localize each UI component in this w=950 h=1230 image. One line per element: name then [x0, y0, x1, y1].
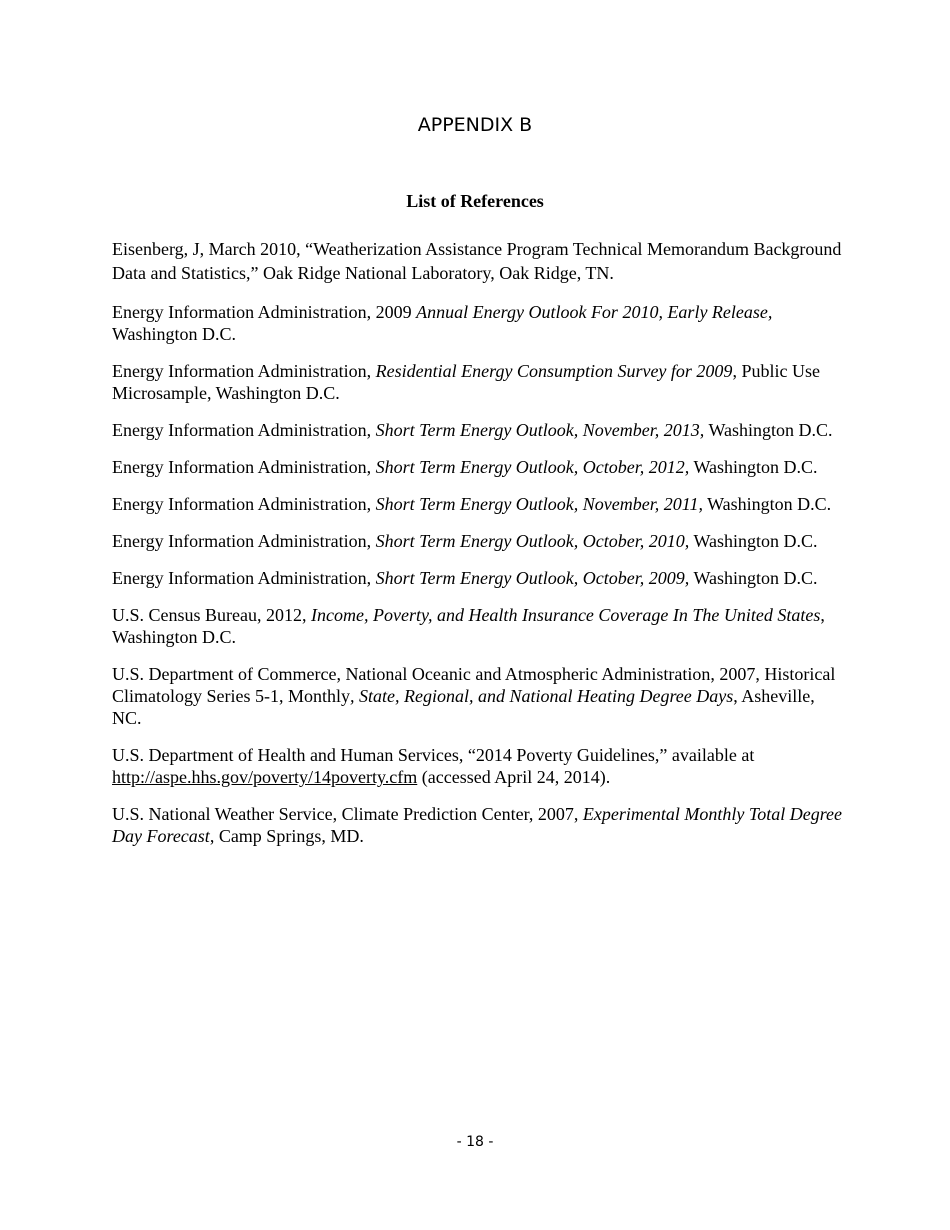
reference-text: Energy Information Administration,	[112, 494, 376, 514]
reference-title: Short Term Energy Outlook, October, 2010,	[375, 531, 690, 551]
reference-title: Income, Poverty, and Health Insurance Coverage In The United States	[311, 605, 821, 625]
reference-text: Energy Information Administration, 2009	[112, 302, 417, 322]
reference-text-tail: Washington D.C.	[689, 531, 818, 551]
reference-item	[112, 803, 842, 847]
reference-item	[112, 530, 842, 552]
reference-item	[112, 301, 842, 345]
reference-text-tail: (accessed April 24, 2014).	[417, 767, 611, 787]
page-number: - 18 -	[456, 1134, 494, 1150]
section-subtitle: List of References	[406, 191, 544, 211]
reference-title: Short Term Energy Outlook, November, 2013,	[375, 420, 705, 440]
reference-title: Short Term Energy Outlook, November, 2011,	[375, 494, 703, 514]
reference-item	[112, 360, 842, 404]
reference-item	[112, 419, 842, 441]
reference-item	[112, 493, 842, 515]
reference-text: Energy Information Administration,	[112, 457, 376, 477]
reference-text-tail: Washington D.C.	[689, 568, 818, 588]
reference-text: Energy Information Administration,	[112, 361, 376, 381]
reference-text: U.S. Department of Health and Human Services, “2014 Poverty Guidelines,” available at	[112, 745, 755, 765]
reference-text-tail: Washington D.C.	[702, 494, 832, 514]
reference-item	[112, 663, 842, 729]
page-title: APPENDIX B	[417, 114, 533, 136]
poverty-guidelines-link[interactable]: http://aspe.hhs.gov/poverty/14poverty.cfm	[112, 767, 418, 787]
reference-text: U.S. Census Bureau, 2012,	[112, 605, 311, 625]
reference-text: U.S. National Weather Service, Climate Prediction Center, 2007,	[112, 804, 583, 824]
reference-title: Short Term Energy Outlook, October, 2012,	[375, 457, 690, 477]
reference-item	[112, 744, 842, 788]
reference-text-tail: Washington D.C.	[112, 324, 237, 344]
reference-item	[112, 456, 842, 478]
reference-text-tail: , Asheville, NC.	[112, 686, 815, 728]
reference-item	[112, 604, 842, 648]
reference-text: U.S. Department of Commerce, National Oceanic and Atmospheric Administration, 2007, Historical Climatology Series 5-1, Monthly	[112, 664, 836, 706]
reference-title: , State, Regional, and National Heating Degree Days	[350, 686, 734, 706]
reference-text: Energy Information Administration,	[112, 531, 376, 551]
reference-text: Energy Information Administration,	[112, 568, 376, 588]
reference-text: Eisenberg, J, March 2010, “Weatherization Assistance Program Technical Memorandum Background Data and Statistics,” Oak Ridge National Laboratory, Oak Ridge, TN.	[112, 239, 842, 283]
reference-text-tail: Washington D.C.	[704, 420, 833, 440]
reference-list	[112, 237, 842, 862]
reference-title: Experimental Monthly Total Degree Day Forecast	[112, 804, 843, 846]
reference-title: Short Term Energy Outlook, October, 2009,	[375, 568, 690, 588]
reference-title: Residential Energy Consumption Survey for 2009	[375, 361, 733, 381]
reference-text-tail: , Washington D.C.	[112, 605, 825, 647]
reference-title: Annual Energy Outlook For 2010, Early Release,	[416, 302, 773, 322]
reference-text-tail: , Camp Springs, MD.	[209, 826, 364, 846]
reference-text-tail: , Public Use Microsample, Washington D.C.	[112, 361, 820, 403]
reference-text-tail: Washington D.C.	[689, 457, 818, 477]
reference-item	[112, 567, 842, 589]
reference-text: Energy Information Administration,	[112, 420, 376, 440]
reference-item	[112, 237, 842, 285]
